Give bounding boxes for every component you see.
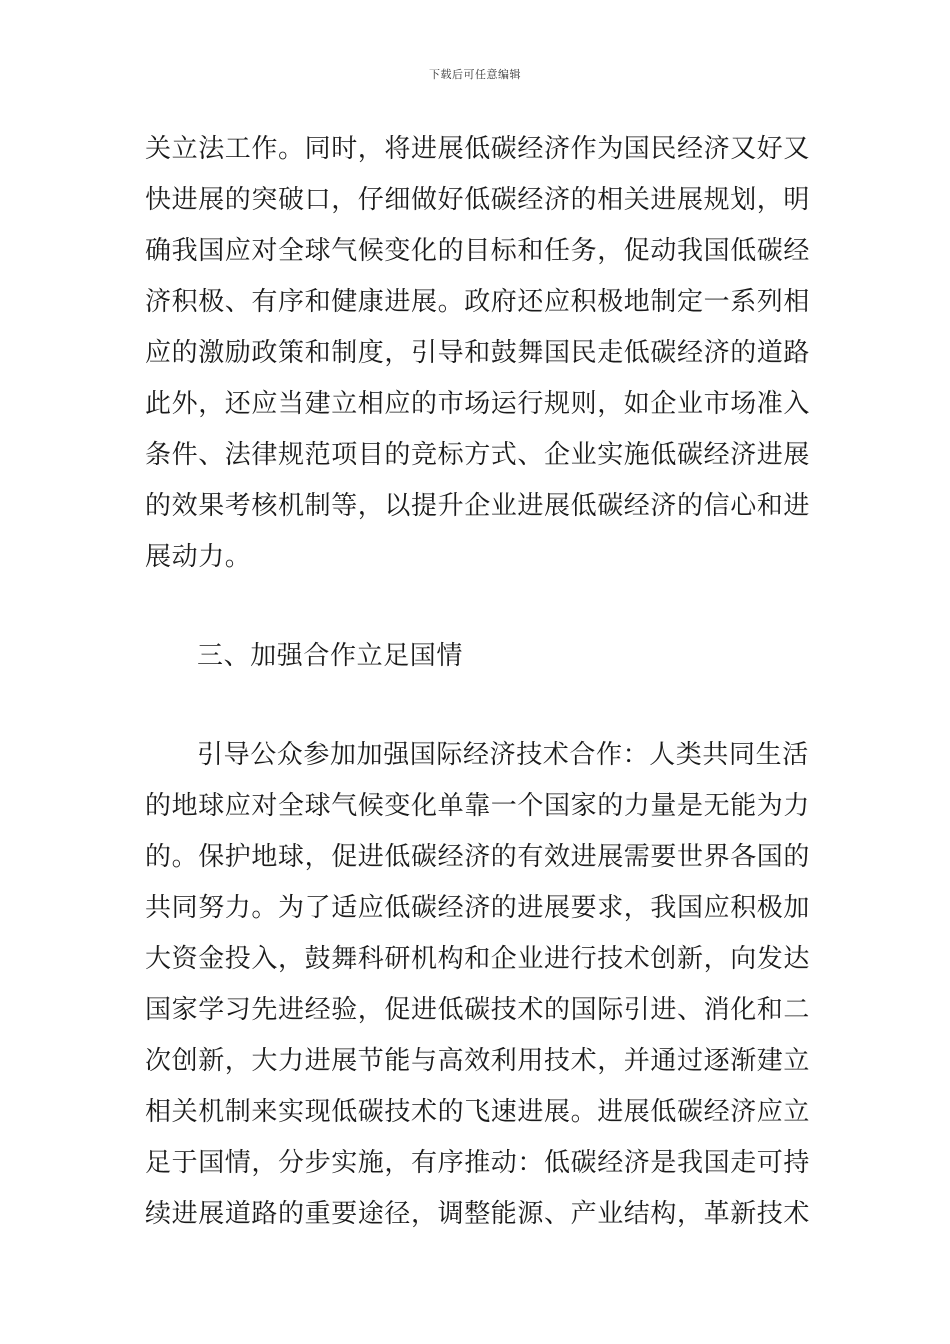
paragraph-line: 的。保护地球，促进低碳经济的有效进展需要世界各国的 <box>145 842 811 872</box>
paragraph-2 <box>145 730 811 1240</box>
paragraph-line: 展动力。 <box>145 542 252 572</box>
paragraph-1 <box>145 124 811 583</box>
spacer <box>145 583 805 631</box>
paragraph-line: 的效果考核机制等，以提升企业进展低碳经济的信心和进 <box>145 491 811 521</box>
page-header-note: 下载后可任意编辑 <box>429 68 521 81</box>
paragraph-line: 快进展的突破口，仔细做好低碳经济的相关进展规划，明 <box>145 185 811 215</box>
document-body <box>145 124 811 1240</box>
paragraph-line: 足于国情，分步实施，有序推动：低碳经济是我国走可持 <box>145 1148 811 1178</box>
paragraph-line: 条件、法律规范项目的竞标方式、企业实施低碳经济进展 <box>145 440 811 470</box>
paragraph-line: 大资金投入，鼓舞科研机构和企业进行技术创新，向发达 <box>145 944 811 974</box>
paragraph-line: 引导公众参加加强国际经济技术合作：人类共同生活 <box>197 740 809 770</box>
paragraph-line: 续进展道路的重要途径，调整能源、产业结构，革新技术 <box>145 1199 811 1229</box>
paragraph-line: 共同努力。为了适应低碳经济的进展要求，我国应积极加 <box>145 893 811 923</box>
section-heading: 三、加强合作立足国情 <box>197 641 464 671</box>
paragraph-line: 的地球应对全球气候变化单靠一个国家的力量是无能为力 <box>145 791 811 821</box>
paragraph-line: 济积极、有序和健康进展。政府还应积极地制定一系列相 <box>145 287 811 317</box>
paragraph-line: 此外，还应当建立相应的市场运行规则，如企业市场准入 <box>145 389 811 419</box>
paragraph-line: 次创新，大力进展节能与高效利用技术，并通过逐渐建立 <box>145 1046 811 1076</box>
paragraph-line: 国家学习先进经验，促进低碳技术的国际引进、消化和二 <box>145 995 811 1025</box>
paragraph-line: 应的激励政策和制度，引导和鼓舞国民走低碳经济的道路 <box>145 338 811 368</box>
paragraph-line: 相关机制来实现低碳技术的飞速进展。进展低碳经济应立 <box>145 1097 811 1127</box>
paragraph-line: 关立法工作。同时，将进展低碳经济作为国民经济又好又 <box>145 134 811 164</box>
paragraph-line: 确我国应对全球气候变化的目标和任务，促动我国低碳经 <box>145 236 811 266</box>
spacer <box>145 682 805 730</box>
